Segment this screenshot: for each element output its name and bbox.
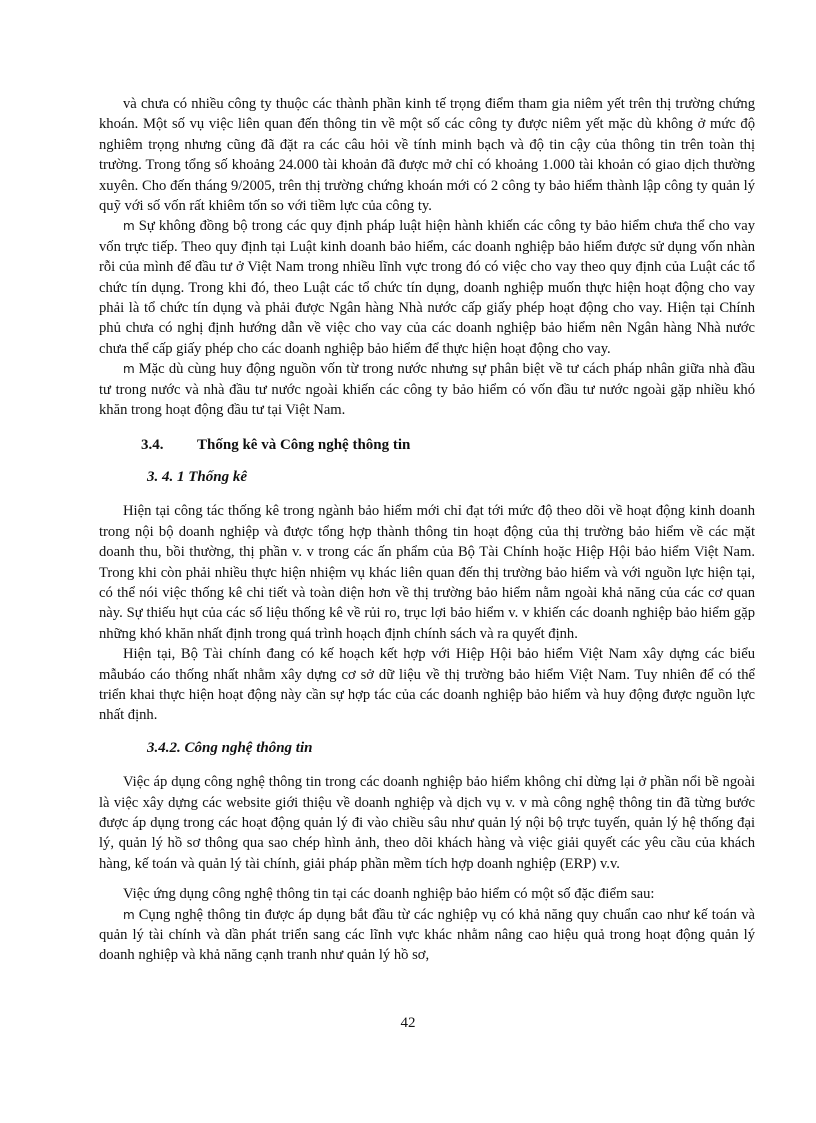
bullet-text: Cụng nghệ thông tin được áp dụng bắt đầu từ các nghiệp vụ có khả năng quy chuẩn cao như kế toán và quản lý tài chính và dần phát triển sang các lĩnh vực khác nhằm nâng cao hiệu quả trong hoạt động quản lý doanh nghiệp và khả năng cạnh tranh như quản lý hồ sơ, — [99, 906, 755, 964]
bullet-text: Sự không đồng bộ trong các quy định pháp luật hiện hành khiến các công ty bảo hiểm chưa thể cho vay vốn trực tiếp. Theo quy định tại Luật kinh doanh bảo hiểm, các doanh nghiệp bảo hiểm được sử dụng vốn nhàn rỗi của mình để đầu tư ở Việt Nam trong nhiều lĩnh vực trong đó có việc cho vay theo quy định của Luật các tổ chức tín dụng. Trong khi đó, theo Luật các tổ chức tín dụng, doanh nghiệp muốn thực hiện hoạt động cho vay phải là tổ chức tín dụng và phải được Ngân hàng Nhà nước cấp giấy phép hoạt động cho vay. Hiện tại Chính phủ chưa có nghị định hướng dẫn về việc cho vay của các doanh nghiệp bảo hiểm nên Ngân hàng Nhà nước chưa thể cấp giấy phép cho các doanh nghiệp bảo hiểm để thực hiện hoạt động cho vay. — [99, 218, 755, 357]
section-heading-3-4 — [99, 435, 755, 455]
bullet-text: Mặc dù cùng huy động nguồn vốn từ trong nước nhưng sự phân biệt về tư cách pháp nhân giữa nhà đầu tư trong nước và nhà đầu tư nước ngoài khiến các công ty bảo hiểm có vốn đầu tư nước ngoài gặp nhiều khó khăn trong hoạt động đầu tư tại Việt Nam. — [99, 361, 755, 419]
paragraph-it-2: Việc ứng dụng công nghệ thông tin tại các doanh nghiệp bảo hiểm có một số đặc điểm sau: — [123, 886, 655, 903]
bullet-icon: m — [123, 219, 135, 234]
subsection-heading-3-4-2: 3.4.2. Công nghệ thông tin — [147, 739, 313, 756]
paragraph-statistics-1: Hiện tại công tác thống kê trong ngành bảo hiểm mới chỉ đạt tới mức độ theo dõi về hoạt động kinh doanh trong nội bộ doanh nghiệp và được tổng hợp thành thông tin hoạt động của thị trường bảo hiểm về các mặt doanh thu, bồi thường, thị phần v. v trong các ấn phẩm của Bộ Tài Chính hoặc Hiệp Hội bảo hiểm Việt Nam. Trong khi còn phải nhiều thực hiện nhiệm vụ khác liên quan đến thị trường bảo hiểm và với nguồn lực hiện tại, có thể nói việc thống kê chi tiết và toàn diện hơn về thị trường bảo hiểm nằm ngoài khả năng của các cơ quan này. Sự thiếu hụt của các số liệu thống kê về rủi ro, trục lợi bảo hiểm v. v khiến các doanh nghiệp bảo hiểm gặp những khó khăn nhất định trong quá trình hoạch định chính sách và ra quyết định. — [99, 503, 755, 642]
bullet-icon: m — [123, 362, 135, 377]
section-title: Thống kê và Công nghệ thông tin — [197, 436, 411, 453]
page-content — [99, 94, 755, 966]
paragraph-it-1: Việc áp dụng công nghệ thông tin trong các doanh nghiệp bảo hiểm không chỉ dừng lại ở phần nổi bề ngoài là việc xây dựng các website giới thiệu về doanh nghiệp và dịch vụ v. v mà công nghệ thông tin đã từng bước được áp dụng trong các hoạt động quản lý đi vào chiều sâu như quản lý nội bộ trực tuyến, quản lý hệ thống đại lý, quản lý hồ sơ thông qua sao chép hình ảnh, theo dõi khách hàng và việc giải quyết các yêu cầu của khách hàng, kế toán và quản lý tài chính, giải pháp phần mềm tích hợp doanh nghiệp (ERP) v.v. — [99, 774, 755, 872]
paragraph-statistics-2: Hiện tại, Bộ Tài chính đang có kế hoạch kết hợp với Hiệp Hội bảo hiểm Việt Nam xây dựng các biểu mẫubáo cáo thống nhất nhằm xây dựng cơ sở dữ liệu về thị trường bảo hiểm Việt Nam. Tuy nhiên để có thể triển khai thực hiện hoạt động này cần sự hợp tác của các doanh nghiệp bảo hiểm và huy động được nguồn lực nhất định. — [99, 646, 755, 724]
section-number: 3.4. — [141, 436, 164, 453]
bullet-item-foreign-investment — [99, 359, 755, 420]
paragraph-listing-issues: và chưa có nhiều công ty thuộc các thành phần kinh tế trọng điểm tham gia niêm yết trên thị trường chứng khoán. Một số vụ việc liên quan đến thông tin về một số các công ty được niêm yết mặc dù không ở mức độ nghiêm trọng nhưng cũng đã đặt ra các câu hỏi về tính minh bạch và độ tin cậy của thông tin trên toàn thị trường. Trong tổng số khoảng 24.000 tài khoản đã được mở chỉ có khoảng 1.000 tài khoản có giao dịch thường xuyên. Cho đến tháng 9/2005, trên thị trường chứng khoán mới có 2 công ty bảo hiểm thành lập công ty quản lý quỹ với số vốn rất khiêm tốn so với tiềm lực của công ty. — [99, 96, 755, 215]
bullet-item-legal-inconsistency — [99, 216, 755, 359]
subsection-heading-3-4-1: 3. 4. 1 Thống kê — [147, 468, 248, 485]
bullet-item-it-application — [99, 905, 755, 966]
page-number: 42 — [400, 1015, 416, 1031]
bullet-icon: m — [123, 907, 135, 922]
